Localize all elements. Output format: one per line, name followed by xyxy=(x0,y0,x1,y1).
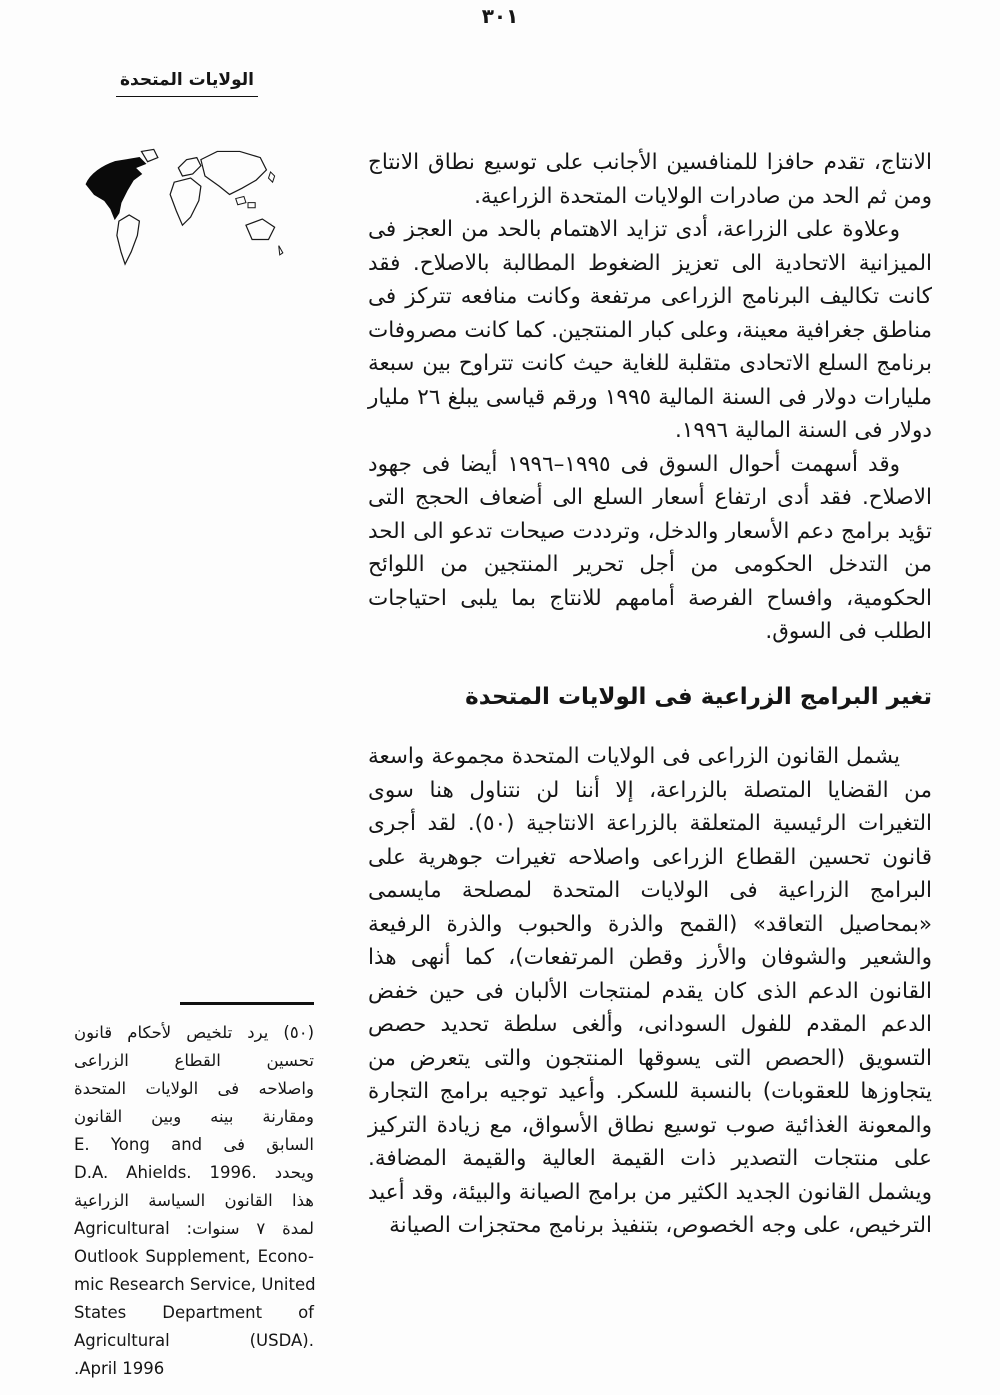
footnote-line: April 1996. xyxy=(74,1359,165,1378)
paragraph-2: وعلاوة على الزراعة، أدى تزايد الاهتمام بالحد من العجز فى الميزانية الاتحادية الى تعزيز الضغوط المطالبة بالاصلاح. فقد كانت تكاليف البرنامج الزراعى مرتفعة وكانت منافعه تتركز فى مناطق جغرافية معينة، وعلى كبار المنتجين. كما كانت مصروفات برنامج السلع الاتحادى متقلبة للغاية حيث كانت تتراوح بين سبعة مليارات دولار فى السنة المالية ١٩٩٥ ورقم قياسى يبلغ ٢٦ مليار دولار فى السنة المالية ١٩٩٦. xyxy=(368,217,932,443)
footnote-line: Agricultural (USDA). xyxy=(74,1331,314,1350)
footnote-line: هذا القانون السياسة الزراعية xyxy=(74,1191,314,1210)
paragraph-1: الانتاج، تقدم حافزا للمنافسين الأجانب على توسيع نطاق الانتاج ومن ثم الحد من صادرات الولايات المتحدة الزراعية. xyxy=(368,150,932,209)
footnote-line: واصلاحه فى الولايات المتحدة xyxy=(74,1079,314,1098)
footnote-line: (٥٠) يرد تلخيص لأحكام قانون xyxy=(74,1023,314,1042)
page-number: ٣٠١ xyxy=(481,4,519,28)
footnote-line: States Department of xyxy=(74,1303,314,1322)
footnote-line: تحسين القطاع الزراعى xyxy=(74,1051,314,1070)
footnote-line: السابق فى E. Yong and xyxy=(74,1135,314,1154)
footnote-line: لمدة ٧ سنوات: Agricultural xyxy=(74,1219,314,1238)
main-text-column xyxy=(368,146,932,1243)
paragraph-3: وقد أسهمت أحوال السوق فى ١٩٩٥–١٩٩٦ أيضا فى جهود الاصلاح. فقد أدى ارتفاع أسعار السلع الى أضعاف الحجج التى تؤيد برامج دعم الأسعار والدخل، وترددت صيحات تدعو الى الحد من التدخل الحكومى من أجل تحرير المنتجين من اللوائح الحكومية، وافساح الفرصة أمامهم للانتاج بما يلبى احتياجات الطلب فى السوق. xyxy=(368,451,932,644)
region-label: الولايات المتحدة xyxy=(116,70,258,97)
paragraph-4: يشمل القانون الزراعى فى الولايات المتحدة مجموعة واسعة من القضايا المتصلة بالزراعة، إلا أننا لن نتناول هنا سوى التغيرات الرئيسية المتعلقة بالزراعة الانتاجية (٥٠). لقد أجرى قانون تحسين القطاع الزراعى واصلاحه تغيرات جوهرية على البرامج الزراعية فى الولايات المتحدة لمصلحة مايسمى «بمحاصيل التعاقد» (القمح والذرة والحبوب والذرة الرفيعة والشعير والشوفان والأرز وقطن المرتفعات)، كما أنهى هذا القانون الدعم الذى كان يقدم لمنتجات الألبان فى حين خفض الدعم المقدم للفول السودانى، وألغى سلطة تحديد حصص التسويق (الحصص التى يسوقها المنتجون والتى يتعرض من يتجاوزها للعقوبات) بالنسبة للسكر. وأعيد توجيه برامج التجارة والمعونة الغذائية صوب توسيع نطاق الأسواق، مع زيادة التركيز على منتجات التصدير ذات القيمة العالية والقيمة المضافة. ويشمل القانون الجديد الكثير من برامج الصيانة والبيئة، وقد أعيد الترخيص، على وجه الخصوص، بتنفيذ برنامج محتجزات الصيانة xyxy=(368,744,932,1238)
world-map-icon xyxy=(80,142,290,292)
footnote-line: ومقارنة بينه وبين القانون xyxy=(74,1107,314,1126)
section-heading: تغير البرامج الزراعية فى الولايات المتحدة xyxy=(465,683,932,710)
footnote-line: Outlook Supplement, Econo- xyxy=(74,1247,314,1266)
footnote-line: mic Research Service, United xyxy=(74,1275,316,1294)
footnote-divider xyxy=(180,1002,314,1005)
footnote xyxy=(74,1002,314,1383)
world-map-graphic xyxy=(80,142,290,292)
footnote-line: D.A. Ahields. 1996. ويحدد xyxy=(74,1163,314,1182)
